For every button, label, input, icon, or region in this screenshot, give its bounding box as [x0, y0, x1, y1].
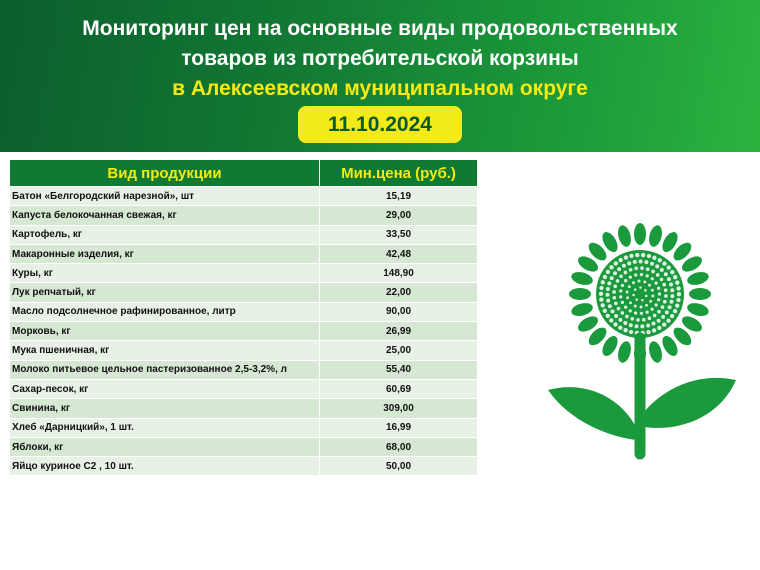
- sunflower-petal: [616, 224, 633, 248]
- sunflower-seed: [632, 281, 635, 284]
- table-row: [10, 187, 478, 206]
- sunflower-seed: [657, 287, 660, 290]
- sunflower-seed: [670, 314, 674, 318]
- table-row: [10, 244, 478, 263]
- sunflower-seed: [653, 314, 657, 318]
- sunflower-seed: [613, 322, 617, 326]
- page-title: [0, 14, 760, 104]
- sunflower-seed: [646, 330, 650, 334]
- sunflower-seed: [649, 300, 652, 303]
- product-name-cell: Куры, кг: [10, 264, 320, 283]
- product-name-cell: Лук репчатый, кг: [10, 283, 320, 302]
- sunflower-seed: [651, 277, 654, 280]
- sunflower-seed: [614, 314, 618, 318]
- product-name-cell: Капуста белокочанная свежая, кг: [10, 206, 320, 225]
- sunflower-seed: [662, 283, 666, 287]
- sunflower-seed: [675, 304, 679, 308]
- sunflower-seed: [614, 261, 618, 265]
- table-row: [10, 457, 478, 476]
- sunflower-seed: [619, 289, 622, 292]
- sunflower-seed: [652, 322, 656, 326]
- sunflower-seed: [670, 288, 674, 292]
- sunflower-seed: [639, 260, 643, 264]
- sunflower-seed: [647, 254, 651, 258]
- price-cell: 22,00: [320, 283, 478, 302]
- product-name-cell: Морковь, кг: [10, 322, 320, 341]
- sunflower-seed: [635, 298, 638, 301]
- sunflower-seed: [634, 305, 637, 308]
- sunflower-seed: [660, 278, 664, 282]
- sunflower-seed: [609, 265, 613, 269]
- price-table: [9, 159, 478, 476]
- sunflower-seed: [661, 315, 665, 319]
- sunflower-petal: [689, 288, 711, 300]
- sunflower-logo-icon: [540, 222, 740, 462]
- sunflower-seed: [670, 294, 674, 298]
- sunflower-seed: [618, 326, 622, 330]
- sunflower-petal: [686, 301, 710, 318]
- sunflower-seed: [675, 281, 679, 285]
- sunflower-seed: [619, 258, 623, 262]
- price-cell: 15,19: [320, 187, 478, 206]
- sunflower-seed: [652, 256, 656, 260]
- sunflower-seed: [639, 286, 642, 289]
- sunflower-seed: [611, 309, 615, 313]
- sunflower-seed: [623, 321, 627, 325]
- sunflower-seed: [607, 281, 611, 285]
- sunflower-seed: [666, 319, 670, 323]
- sunflower-seed: [629, 301, 632, 304]
- sunflower-seed: [629, 309, 632, 312]
- sunflower-seed: [657, 326, 661, 330]
- sunflower-seed: [664, 294, 668, 298]
- sunflower-seed: [635, 324, 639, 328]
- sunflower-seed: [645, 295, 648, 298]
- sunflower-petal: [647, 224, 664, 248]
- table-row: [10, 206, 478, 225]
- sunflower-seed: [668, 305, 672, 309]
- sunflower-seed: [606, 314, 610, 318]
- sunflower-seed: [623, 328, 627, 332]
- product-name-cell: Сахар-песок, кг: [10, 379, 320, 398]
- sunflower-seed: [629, 323, 633, 327]
- sunflower-seed: [658, 292, 661, 295]
- sunflower-seed: [662, 261, 666, 265]
- product-name-cell: Батон «Белгородский нарезной», шт: [10, 187, 320, 206]
- sunflower-seed: [664, 272, 668, 276]
- sunflower-seed: [648, 316, 652, 320]
- sunflower-seed: [603, 275, 607, 279]
- sunflower-seed: [627, 261, 631, 265]
- sunflower-left-leaf: [548, 387, 636, 440]
- sunflower-seed: [634, 266, 638, 270]
- sunflower-seed: [673, 309, 677, 313]
- sunflower-seed: [629, 254, 633, 258]
- sunflower-seed: [640, 306, 643, 309]
- sunflower-seed: [609, 318, 613, 322]
- column-header-price: Мин.цена (руб.): [320, 160, 478, 187]
- sunflower-seed: [633, 260, 637, 264]
- price-cell: 60,69: [320, 379, 478, 398]
- table-row: [10, 418, 478, 437]
- sunflower-seed: [629, 330, 633, 334]
- sunflower-seed: [625, 315, 629, 319]
- sunflower-seed: [632, 294, 635, 297]
- sunflower-seed: [640, 266, 644, 270]
- price-cell: 25,00: [320, 341, 478, 360]
- sunflower-seed: [621, 301, 624, 304]
- product-name-cell: Молоко питьевое цельное пастеризованное 2,5-3,2%, л: [10, 360, 320, 379]
- sunflower-seed: [676, 298, 680, 302]
- sunflower-seed: [658, 258, 662, 262]
- sunflower-seed: [620, 311, 624, 315]
- sunflower-seed: [599, 297, 603, 301]
- column-header-product: Вид продукции: [10, 160, 320, 187]
- sunflower-seed: [650, 308, 653, 311]
- price-cell: 90,00: [320, 302, 478, 321]
- header-banner: [0, 0, 760, 152]
- sunflower-seed: [646, 267, 650, 271]
- sunflower-seed: [619, 274, 623, 278]
- sunflower-seed: [646, 324, 650, 328]
- sunflower-seed: [661, 305, 665, 309]
- sunflower-seed: [656, 273, 660, 277]
- price-cell: 16,99: [320, 418, 478, 437]
- sunflower-seed: [603, 309, 607, 313]
- sunflower-seed: [606, 299, 610, 303]
- product-name-cell: Хлеб «Дарницкий», 1 шт.: [10, 418, 320, 437]
- sunflower-seed: [640, 324, 644, 328]
- table-row: [10, 302, 478, 321]
- sunflower-seed: [619, 295, 622, 298]
- product-name-cell: Свинина, кг: [10, 399, 320, 418]
- product-name-cell: Картофель, кг: [10, 225, 320, 244]
- sunflower-petal: [634, 223, 646, 245]
- sunflower-petal: [616, 340, 633, 364]
- sunflower-seed: [676, 286, 680, 290]
- price-cell: 29,00: [320, 206, 478, 225]
- table-row: [10, 322, 478, 341]
- sunflower-seed: [665, 310, 669, 314]
- sunflower-seed: [657, 310, 661, 314]
- sunflower-seed: [654, 303, 657, 306]
- sunflower-seed: [613, 271, 617, 275]
- sunflower-seed: [612, 290, 616, 294]
- sunflower-seed: [650, 262, 654, 266]
- sunflower-seed: [629, 268, 633, 272]
- sunflower-seed: [662, 322, 666, 326]
- title-line-2: товаров из потребительской корзины: [181, 47, 579, 70]
- sunflower-seed: [601, 280, 605, 284]
- sunflower-seed: [640, 312, 643, 315]
- sunflower-seed: [667, 277, 671, 281]
- sunflower-seed: [626, 296, 629, 299]
- product-name-cell: Мука пшеничная, кг: [10, 341, 320, 360]
- price-cell: 33,50: [320, 225, 478, 244]
- sunflower-seed: [654, 281, 657, 284]
- sunflower-seed: [624, 255, 628, 259]
- sunflower-seed: [630, 317, 634, 321]
- sunflower-seed: [648, 284, 651, 287]
- table-row: [10, 379, 478, 398]
- sunflower-seed: [663, 300, 667, 304]
- sunflower-seed: [644, 289, 647, 292]
- title-line-3: в Алексеевском муниципальном округе: [172, 77, 588, 100]
- sunflower-seed: [618, 318, 622, 322]
- sunflower-seed: [643, 280, 646, 283]
- price-cell: 68,00: [320, 437, 478, 456]
- sunflower-seed: [655, 264, 659, 268]
- product-name-cell: Макаронные изделия, кг: [10, 244, 320, 263]
- price-cell: 50,00: [320, 457, 478, 476]
- sunflower-seed: [645, 311, 648, 314]
- product-name-cell: Масло подсолнечное рафинированное, литр: [10, 302, 320, 321]
- sunflower-seed: [634, 288, 637, 291]
- sunflower-seed: [669, 283, 673, 287]
- date-badge: 11.10.2024: [298, 106, 462, 143]
- sunflower-seed: [652, 328, 656, 332]
- sunflower-petal: [647, 340, 664, 364]
- sunflower-petal: [569, 288, 591, 300]
- sunflower-seed: [641, 299, 644, 302]
- sunflower-seed: [624, 279, 627, 282]
- sunflower-seed: [644, 260, 648, 264]
- sunflower-seed: [628, 285, 631, 288]
- product-name-cell: Яблоки, кг: [10, 437, 320, 456]
- sunflower-seed: [642, 318, 646, 322]
- sunflower-seed: [651, 270, 655, 274]
- sunflower-seed: [646, 274, 649, 277]
- table-row: [10, 225, 478, 244]
- sunflower-seed: [641, 253, 645, 257]
- sunflower-seed: [640, 273, 643, 276]
- sunflower-seed: [651, 295, 654, 298]
- sunflower-seed: [621, 284, 624, 287]
- sunflower-seed: [606, 287, 610, 291]
- sunflower-seed: [610, 276, 614, 280]
- price-cell: 42,48: [320, 244, 478, 263]
- sunflower-seed: [670, 270, 674, 274]
- table-row: [10, 399, 478, 418]
- sunflower-seed: [645, 304, 648, 307]
- price-cell: 309,00: [320, 399, 478, 418]
- table-header-row: [10, 160, 478, 187]
- sunflower-seed: [622, 264, 626, 268]
- price-cell: 55,40: [320, 360, 478, 379]
- sunflower-seed: [636, 318, 640, 322]
- sunflower-seed: [624, 271, 628, 275]
- sunflower-seed: [629, 275, 632, 278]
- sunflower-seed: [606, 293, 610, 297]
- sunflower-seed: [635, 253, 639, 257]
- sunflower-seed: [677, 292, 681, 296]
- table-row: [10, 283, 478, 302]
- sunflower-seed: [626, 291, 629, 294]
- price-cell: 26,99: [320, 322, 478, 341]
- sunflower-seed: [670, 300, 674, 304]
- table-row: [10, 264, 478, 283]
- sunflower-seed: [667, 265, 671, 269]
- sunflower-seed: [651, 289, 654, 292]
- sunflower-seed: [599, 286, 603, 290]
- table-row: [10, 341, 478, 360]
- sunflower-seed: [608, 304, 612, 308]
- sunflower-seed: [601, 303, 605, 307]
- sunflower-seed: [634, 273, 637, 276]
- sunflower-petal: [570, 270, 594, 287]
- table-row: [10, 437, 478, 456]
- sunflower-seed: [599, 292, 603, 296]
- title-line-1: Мониторинг цен на основные виды продовольственных: [82, 17, 678, 40]
- sunflower-seed: [613, 284, 617, 288]
- sunflower-seed: [617, 267, 621, 271]
- table-row: [10, 360, 478, 379]
- sunflower-seed: [657, 298, 660, 301]
- product-name-cell: Яйцо куриное С2 , 10 шт.: [10, 457, 320, 476]
- sunflower-seed: [606, 270, 610, 274]
- sunflower-seed: [614, 302, 618, 306]
- sunflower-seed: [660, 268, 664, 272]
- sunflower-seed: [616, 279, 620, 283]
- sunflower-seed: [617, 307, 621, 311]
- sunflower-seed: [638, 280, 641, 283]
- sunflower-right-leaf: [644, 378, 736, 428]
- sunflower-petal: [570, 301, 594, 318]
- sunflower-seed: [673, 275, 677, 279]
- sunflower-petal: [686, 270, 710, 287]
- price-cell: 148,90: [320, 264, 478, 283]
- sunflower-seed: [634, 311, 637, 314]
- sunflower-seed: [664, 288, 668, 292]
- sunflower-seed: [624, 306, 627, 309]
- sunflower-seed: [612, 296, 616, 300]
- sunflower-seed: [657, 319, 661, 323]
